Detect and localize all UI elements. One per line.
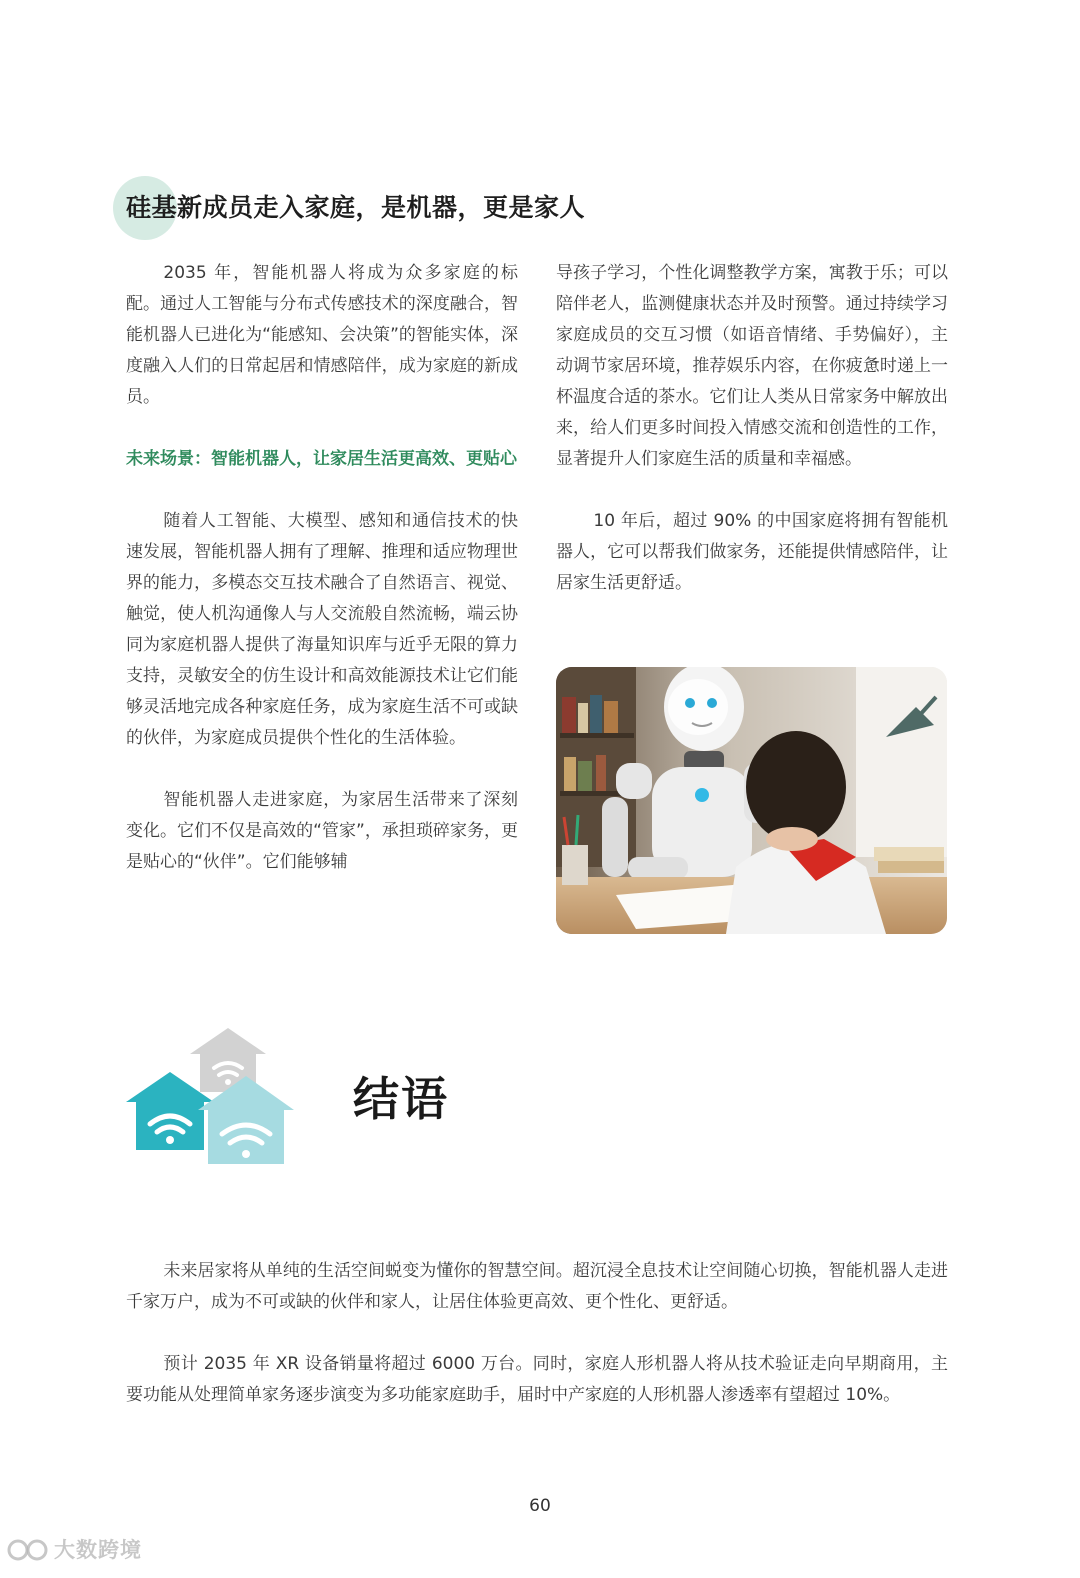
conclusion-paragraph-2: 预计 2035 年 XR 设备销量将超过 6000 万台。同时，家庭人形机器人将从技术验证走向早期商用，主要功能从处理简单家务逐步演变为多功能家庭助手，届时中产家庭的人形机器人渗透率有望超过 10%。 — [126, 1354, 948, 1405]
right-paragraph-2: 10 年后，超过 90% 的中国家庭将拥有智能机器人，它可以帮我们做家务，还能提供情感陪伴，让居家生活更舒适。 — [556, 511, 948, 593]
left-paragraph-3: 智能机器人走进家庭，为家居生活带来了深刻变化。它们不仅是高效的“管家”，承担琐碎家务，更是贴心的“伙伴”。它们能够辅 — [126, 790, 518, 872]
robot-tutoring-child-photo — [556, 667, 947, 934]
page-number: 60 — [529, 1496, 551, 1516]
left-paragraph-2: 随着人工智能、大模型、感知和通信技术的快速发展，智能机器人拥有了理解、推理和适应物理世界的能力，多模态交互技术融合了自然语言、视觉、触觉，使人机沟通像人与人交流般自然流畅，端云协同为家庭机器人提供了海量知识库与近乎无限的算力支持，灵敏安全的仿生设计和高效能源技术让它们能够灵活地完成各种家庭任务，成为家庭生活不可或缺的伙伴，为家庭成员提供个性化的生活体验。 — [126, 511, 518, 748]
conclusion-body — [126, 1256, 948, 1411]
left-paragraph-1: 2035 年，智能机器人将成为众多家庭的标配。通过人工智能与分布式传感技术的深度融合，智能机器人已进化为“能感知、会决策”的智能实体，深度融入人们的日常起居和情感陪伴，成为家庭的新成员。 — [126, 263, 518, 407]
photo-illustration — [556, 667, 947, 934]
right-paragraph-1: 导孩子学习，个性化调整教学方案，寓教于乐；可以陪伴老人，监测健康状态并及时预警。通过持续学习家庭成员的交互习惯（如语音情绪、手势偏好），主动调节家居环境，推荐娱乐内容，在你疲惫时递上一杯温度合适的茶水。它们让人类从日常家务中解放出来，给人们更多时间投入情感交流和创造性的工作，显著提升人们家庭生活的质量和幸福感。 — [556, 263, 948, 469]
scenario-subheading: 未来场景：智能机器人，让家居生活更高效、更贴心 — [126, 449, 517, 469]
smart-home-wifi-houses-icon — [124, 1026, 296, 1168]
left-column — [126, 258, 518, 878]
watermark — [6, 1532, 142, 1566]
section-title: 硅基新成员走入家庭，是机器，更是家人 — [126, 193, 586, 222]
watermark-text: 大数跨境 — [54, 1538, 142, 1562]
conclusion-title: 结语 — [353, 1072, 449, 1126]
watermark-logo-icon — [6, 1534, 52, 1564]
conclusion-paragraph-1: 未来居家将从单纯的生活空间蜕变为懂你的智慧空间。超沉浸全息技术让空间随心切换，智能机器人走进千家万户，成为不可或缺的伙伴和家人，让居住体验更高效、更个性化、更舒适。 — [126, 1261, 948, 1312]
right-column — [556, 258, 948, 599]
